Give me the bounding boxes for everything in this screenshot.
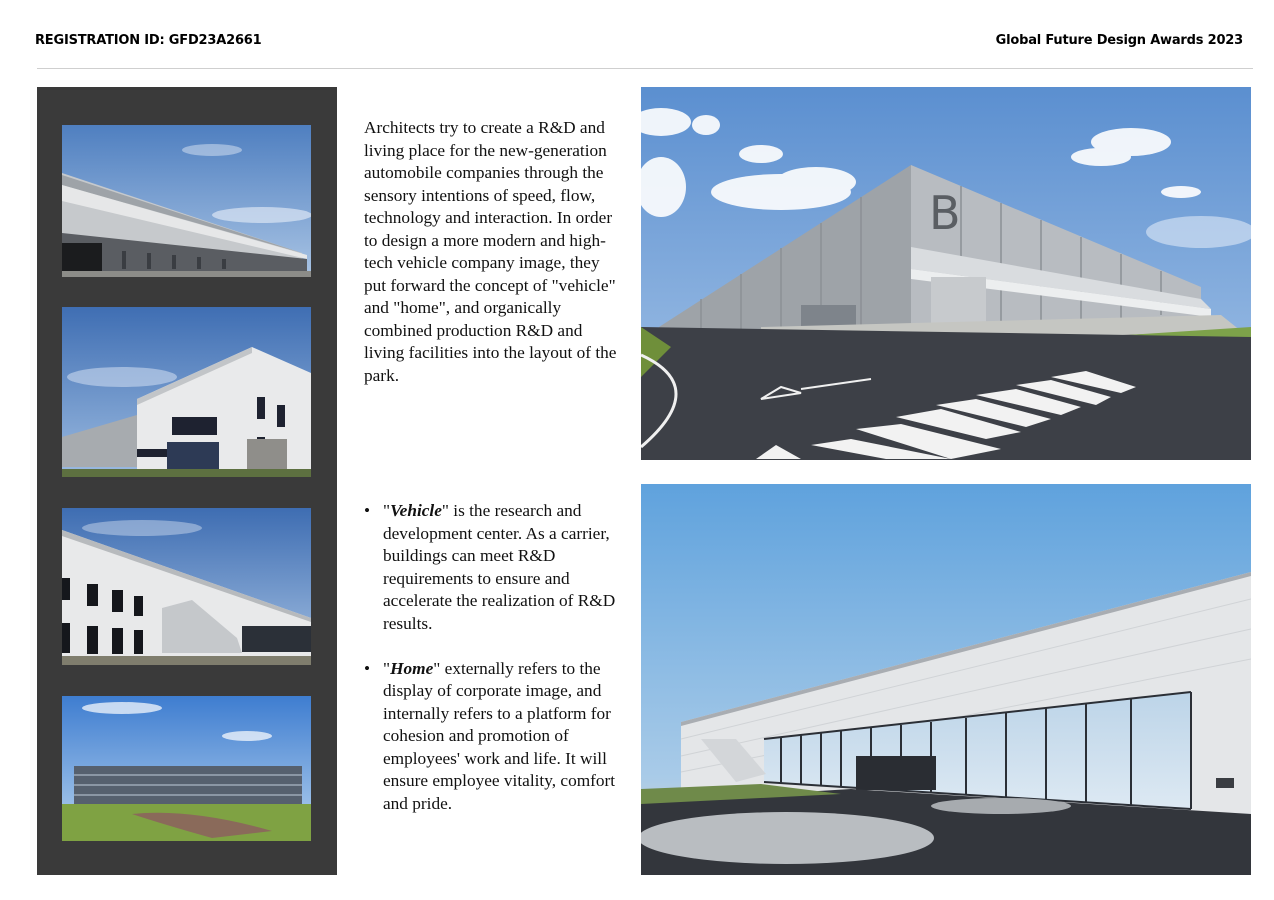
list-item-vehicle: [364, 500, 620, 635]
quote-open: ": [383, 501, 391, 520]
quote-close: ": [433, 658, 441, 678]
thumbnail-warehouse-dock: [62, 125, 311, 277]
vehicle-description: is the research and development center. As a carrier, buildings can meet R&D requirements to ensure and accelerate the realization of R&D results.: [383, 501, 616, 633]
quote-close: ": [441, 501, 449, 520]
list-item-home: [364, 658, 620, 816]
thumbnail-office-lawn: [62, 696, 311, 841]
award-title: Global Future Design Awards 2023: [995, 33, 1243, 48]
photo-warehouse-road: [641, 87, 1251, 460]
bullet-marker: •: [364, 501, 371, 520]
term-vehicle: Vehicle: [390, 501, 442, 520]
intro-paragraph: Architects try to create a R&D and living place for the new-generation automobile companies through the sensory intentions of speed, flow, technology and interaction. In order to design a more modern and high-tech vehicle company image, they put forward the concept of "vehicle" and "home", and organically combined production R&D and living facilities into the layout of the park.: [364, 118, 617, 385]
photo-glass-facade: [641, 484, 1251, 875]
term-home: Home: [390, 658, 434, 678]
bullet-marker: •: [364, 658, 371, 678]
home-description: externally refers to the display of corporate image, and internally refers to a platform for cohesion and promotion of employees' work and life. It will ensure employee vitality, comfort and pride.: [383, 658, 616, 813]
concept-list: [364, 500, 620, 838]
building-letter-b: B: [929, 186, 961, 240]
thumbnail-side-stairs: [62, 508, 311, 665]
registration-id: REGISTRATION ID: GFD23A2661: [35, 33, 262, 48]
thumbnail-strip: [37, 87, 337, 875]
thumbnail-white-block: [62, 307, 311, 477]
header-divider: [37, 68, 1253, 69]
quote-open: ": [383, 658, 391, 678]
